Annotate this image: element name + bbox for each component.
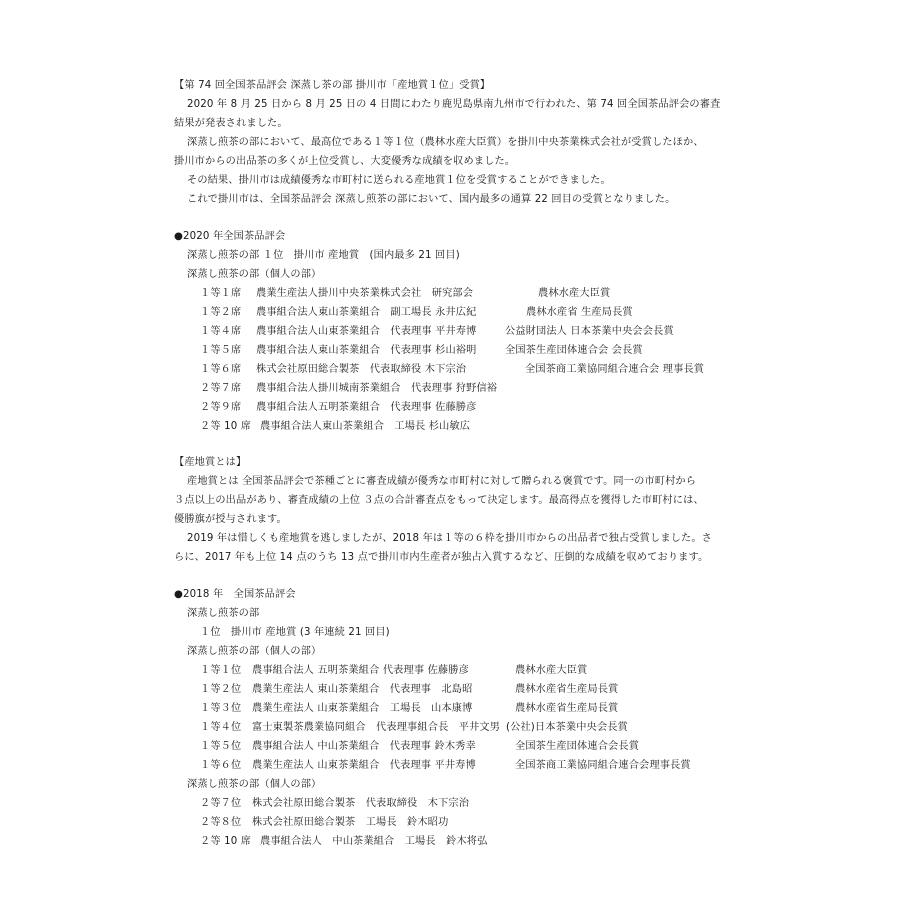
award-entrant: 富士東製茶農業協同組合 代表理事組合長 平井文男 [252, 722, 501, 733]
award-entrant: 農事組合法人掛川城南茶業組合 代表理事 狩野信裕 [256, 383, 498, 394]
award-entrant: 農業生産法人 東山茶業組合 代表理事 北島昭 [252, 684, 473, 695]
award-rank: １等２席 [200, 307, 242, 318]
award-rank: １等６席 [200, 364, 242, 375]
sanchi-line-5: らに、2017 年も上位 14 点のうち 13 点で掛川市内生産者が独占入賞するなど、圧倒的な成績を収めております。 [174, 552, 709, 563]
award-rank: １等４席 [200, 326, 242, 337]
award-entrant: 農事組合法人 五明茶業組合 代表理事 佐藤勝彦 [252, 665, 469, 676]
award-prize: 公益財団法人 日本茶業中央会会長賞 [505, 326, 674, 337]
section-2020-heading: ●2020 年全国茶品評会 [174, 231, 286, 242]
intro-paragraph-2-line-1: 深蒸し煎茶の部において、最高位である１等１位（農林水産大臣賞）を掛川中央茶業株式会社が受賞したほか、 [187, 137, 704, 148]
award-entrant: 農業生産法人 山東茶業組合 代表理事 平井寿博 [252, 760, 476, 771]
award-rank: １等１席 [200, 288, 242, 299]
award-entrant: 株式会社原田総合製茶 代表取締役 木下宗治 [256, 364, 467, 375]
award-rank: １等３位 [200, 703, 242, 714]
sanchi-line-2: ３点以上の出品があり、審査成績の上位 ３点の合計審査点をもって決定します。最高得点を獲得した市町村には、 [174, 495, 704, 506]
intro-paragraph-4: これで掛川市は、全国茶品評会 深蒸し煎茶の部において、国内最多の通算 22 回目の受賞となりました。 [187, 194, 676, 205]
award-entrant: 農事組合法人東山茶業組合 代表理事 杉山裕明 [256, 345, 477, 356]
section-2018-individual-heading-2: 深蒸し煎茶の部（個人の部） [187, 779, 322, 790]
section-2018-individual-heading: 深蒸し煎茶の部（個人の部） [187, 646, 322, 657]
award-entrant: 農事組合法人東山茶業組合 工場長 杉山敏広 [260, 421, 471, 432]
sanchi-line-4: 2019 年は惜しくも産地賞を逃しましたが、2018 年は１等の６枠を掛川市からの出品者で独占受賞しました。さ [187, 533, 713, 544]
award-entrant: 農事組合法人山東茶業組合 代表理事 平井寿博 [256, 326, 477, 337]
award-entrant: 農事組合法人 中山茶業組合 代表理事 鈴木秀幸 [252, 741, 476, 752]
award-prize: 農林水産省 生産局長賞 [526, 307, 633, 318]
award-rank: １等５位 [200, 741, 242, 752]
sanchi-line-1: 産地賞とは 全国茶品評会で茶種ごとに審査成績が優秀な市町村に対して贈られる褒賞です。同一の市町村から [187, 476, 697, 487]
award-entrant: 農業生産法人 山東茶業組合 工場長 山本康博 [252, 703, 473, 714]
award-entrant: 株式会社原田総合製茶 代表取締役 木下宗治 [252, 798, 470, 809]
intro-paragraph-3: その結果、掛川市は成績優秀な市町村に送られる産地賞１位を受賞することができました。 [187, 175, 611, 186]
award-prize: 農林水産大臣賞 [538, 288, 611, 299]
award-entrant: 株式会社原田総合製茶 工場長 鈴木昭功 [252, 817, 449, 828]
section-2020-individual-heading: 深蒸し煎茶の部（個人の部） [187, 269, 322, 280]
award-rank: １等４位 [200, 722, 242, 733]
award-prize: 全国茶商工業協同組合連合会 理事長賞 [525, 364, 705, 375]
award-entrant: 農事組合法人五明茶業組合 代表理事 佐藤勝彦 [256, 402, 477, 413]
award-rank: ２等 10 席 [200, 836, 252, 847]
award-prize: (公社)日本茶業中央会長賞 [506, 722, 628, 733]
intro-paragraph-1-line-2: 結果が発表されました。 [174, 118, 288, 129]
award-entrant: 農事組合法人東山茶業組合 副工場長 永井広紀 [256, 307, 477, 318]
award-entrant: 農業生産法人掛川中央茶業株式会社 研究部会 [256, 288, 474, 299]
award-rank: ２等 10 席 [200, 421, 252, 432]
award-rank: １等５席 [200, 345, 242, 356]
section-2020-region-award: 深蒸し煎茶の部 １位 掛川市 産地賞 (国内最多 21 回目) [187, 250, 460, 261]
award-rank: ２等８位 [200, 817, 242, 828]
section-2018-heading: ●2018 年 全国茶品評会 [174, 589, 296, 600]
award-prize: 農林水産大臣賞 [515, 665, 588, 676]
award-rank: １等２位 [200, 684, 242, 695]
sanchi-line-3: 優勝旗が授与されます。 [174, 514, 287, 525]
sanchi-heading: 【産地賞とは】 [174, 457, 247, 468]
award-entrant: 農事組合法人 中山茶業組合 工場長 鈴木将弘 [260, 836, 488, 847]
award-prize: 全国茶生産団体連合会 会長賞 [505, 345, 643, 356]
intro-heading: 【第 74 回全国茶品評会 深蒸し茶の部 掛川市「産地賞１位」受賞】 [174, 80, 491, 91]
award-rank: ２等７位 [200, 798, 242, 809]
award-rank: ２等９席 [200, 402, 242, 413]
award-rank: １等６位 [200, 760, 242, 771]
award-rank: ２等７席 [200, 383, 242, 394]
award-prize: 全国茶商工業協同組合連合会理事長賞 [515, 760, 691, 771]
section-2018-region-award: １位 掛川市 産地賞 (3 年連続 21 回目) [200, 627, 390, 638]
award-rank: １等１位 [200, 665, 242, 676]
intro-paragraph-1-line-1: 2020 年 8 月 25 日から 8 月 25 日の 4 日間にわたり鹿児島県南九州市で行われた、第 74 回全国茶品評会の審査 [187, 99, 721, 110]
award-prize: 全国茶生産団体連合会長賞 [515, 741, 640, 752]
award-prize: 農林水産省生産局長賞 [515, 703, 619, 714]
award-prize: 農林水産省生産局長賞 [515, 684, 619, 695]
section-2018-category: 深蒸し煎茶の部 [187, 608, 260, 619]
intro-paragraph-2-line-2: 掛川市からの出品茶の多くが上位受賞し、大変優秀な成績を収めました。 [174, 156, 516, 167]
